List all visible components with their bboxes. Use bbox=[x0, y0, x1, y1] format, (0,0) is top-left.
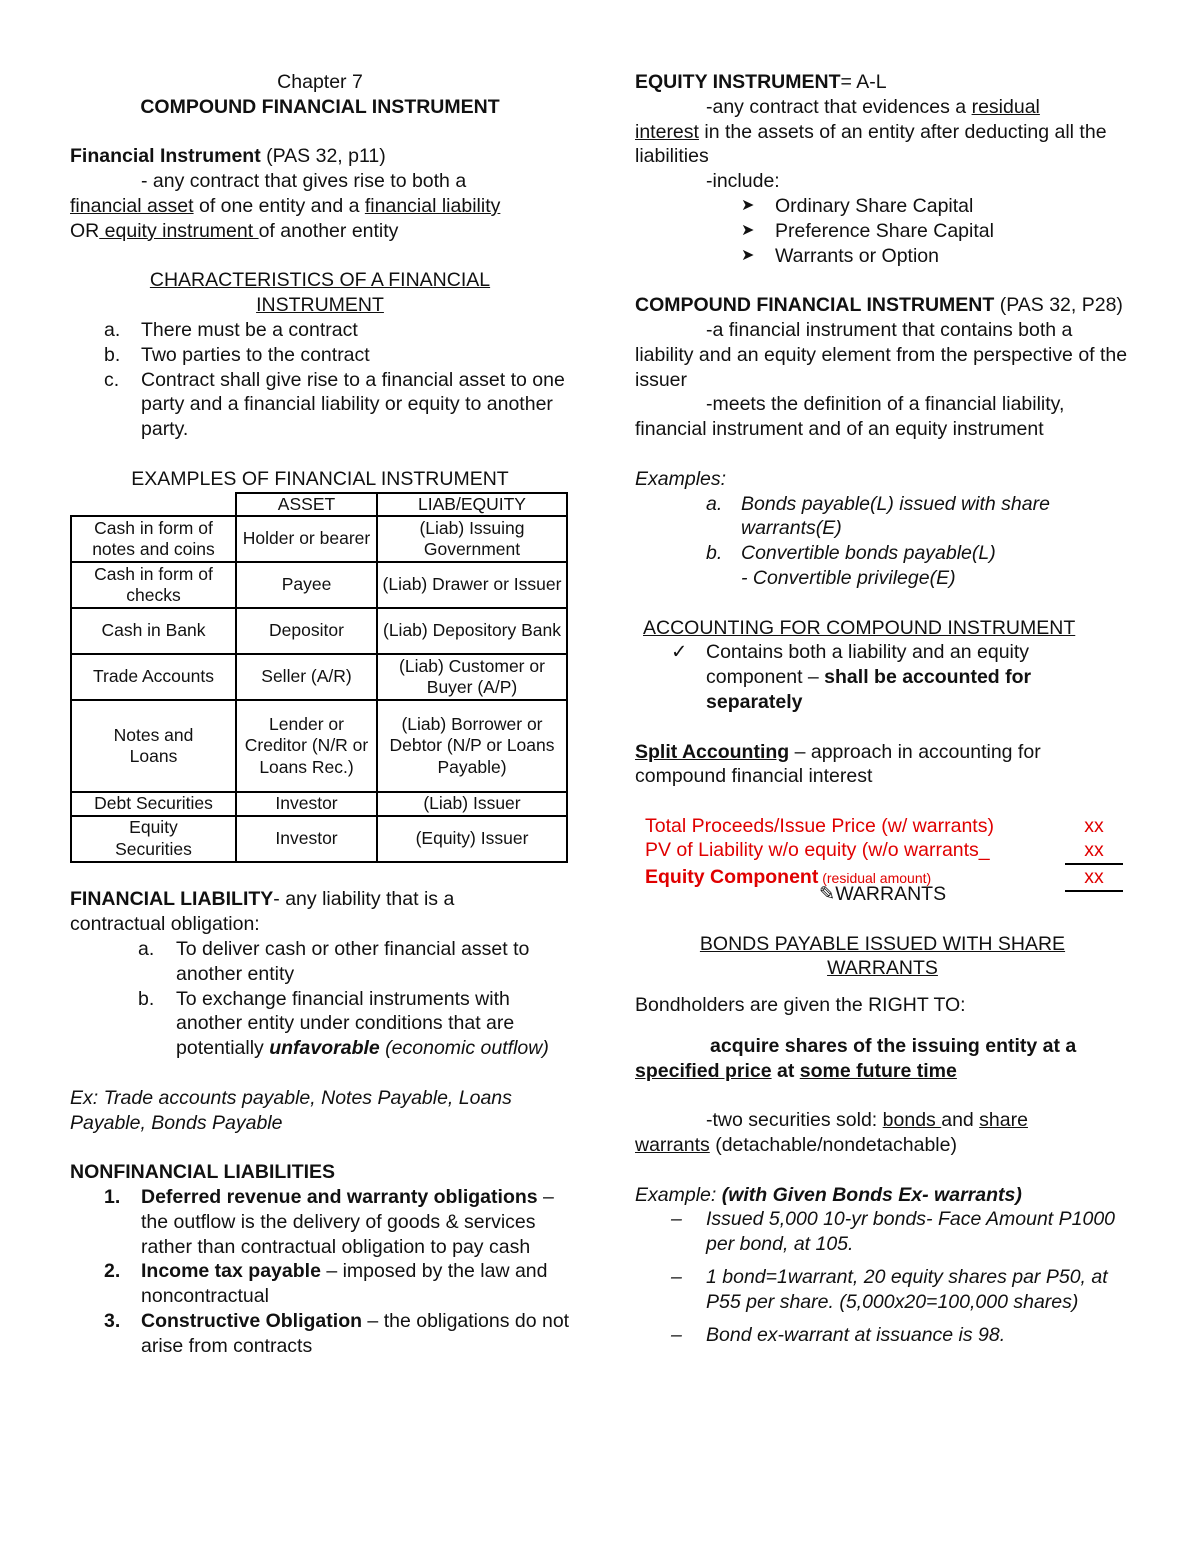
list-text: Bond ex-warrant at issuance is 98. bbox=[706, 1323, 1006, 1346]
list-item bbox=[70, 937, 570, 987]
calc-amount: xx bbox=[1065, 865, 1123, 892]
table-cell: Equity Securities bbox=[71, 816, 236, 862]
list-text: – imposed by the law and noncontractual bbox=[141, 1260, 548, 1308]
list-item bbox=[635, 1323, 1130, 1348]
list-term: Income tax payable bbox=[141, 1260, 321, 1283]
compound-ref: (PAS 32, P28) bbox=[994, 294, 1123, 317]
examples-table-heading: EXAMPLES OF FINANCIAL INSTRUMENT bbox=[131, 467, 509, 490]
equity-component-note: (residual amount) bbox=[818, 869, 932, 886]
table-cell: Investor bbox=[236, 792, 377, 816]
dash-marker: – bbox=[671, 1266, 682, 1289]
accounting-heading: ACCOUNTING FOR COMPOUND INSTRUMENT bbox=[643, 616, 1076, 639]
equity-include: -include: bbox=[706, 170, 780, 193]
list-marker: a. bbox=[706, 492, 723, 515]
nonfinancial-heading: NONFINANCIAL LIABILITIES bbox=[70, 1161, 336, 1184]
split-accounting bbox=[635, 740, 1130, 790]
list-text: Ordinary Share Capital bbox=[775, 194, 974, 217]
example2-list bbox=[635, 1207, 1130, 1347]
calc-amount: xx bbox=[1065, 838, 1123, 865]
fi-def-line3 bbox=[70, 219, 570, 244]
accounting-list bbox=[635, 640, 1130, 714]
unfavorable-term: unfavorable bbox=[269, 1037, 380, 1060]
table-cell: (Liab) Issuing Government bbox=[377, 516, 567, 562]
table-cell: Cash in form of notes and coins bbox=[71, 516, 236, 562]
table-cell: Depositor bbox=[236, 608, 377, 654]
list-item bbox=[70, 318, 570, 343]
list-text: Convertible bonds payable(L) bbox=[741, 542, 996, 565]
calc-label: Total Proceeds/Issue Price (w/ warrants) bbox=[645, 814, 994, 837]
right-column bbox=[635, 70, 1130, 1355]
two-sec-pre: -two securities sold: bbox=[706, 1109, 883, 1132]
list-text: Issued 5,000 10-yr bonds- Face Amount P1000 per bond, at 105. bbox=[706, 1208, 1116, 1256]
list-item bbox=[635, 640, 1130, 714]
table-header-liab: LIAB/EQUITY bbox=[377, 493, 567, 517]
equity-formula: = A-L bbox=[840, 71, 887, 93]
equity-def-text: -any contract that evidences a bbox=[706, 95, 972, 118]
list-text: Two parties to the contract bbox=[141, 343, 370, 366]
list-text: There must be a contract bbox=[141, 318, 358, 341]
table-row bbox=[71, 816, 567, 862]
list-item bbox=[70, 987, 570, 1061]
table-row bbox=[71, 516, 567, 562]
calc-label bbox=[645, 865, 931, 891]
examples-sub: - Convertible privilege(E) bbox=[741, 566, 956, 589]
arrow-bullet-icon: ➤ bbox=[741, 196, 755, 214]
list-text: Warrants or Option bbox=[775, 244, 939, 267]
list-text: Bonds payable(L) issued with share warrants(E) bbox=[741, 492, 1050, 540]
equity-def-line2 bbox=[635, 120, 1130, 170]
compound-term: COMPOUND FINANCIAL INSTRUMENT bbox=[635, 294, 995, 317]
table-cell: Trade Accounts bbox=[71, 654, 236, 700]
right-to: Bondholders are given the RIGHT TO: bbox=[635, 994, 966, 1017]
equity-instrument-term: equity instrument bbox=[99, 219, 259, 242]
table-cell: Investor bbox=[236, 816, 377, 862]
table-cell: Holder or bearer bbox=[236, 516, 377, 562]
table-row bbox=[71, 700, 567, 792]
warrants-text: WARRANTS bbox=[835, 882, 947, 905]
table-cell: (Liab) Depository Bank bbox=[377, 608, 567, 654]
compound-def2: -meets the definition of a financial liability, financial instrument and of an equity instrument bbox=[635, 393, 1065, 441]
future-time: some future time bbox=[799, 1059, 957, 1082]
table-row bbox=[71, 654, 567, 700]
interest-term: interest bbox=[635, 120, 699, 143]
list-item bbox=[635, 1265, 1130, 1315]
list-text: – the obligations do not arise from contracts bbox=[141, 1309, 570, 1357]
list-term: Deferred revenue and warranty obligations bbox=[141, 1185, 538, 1208]
split-term: Split Accounting bbox=[635, 740, 790, 763]
and-text: and bbox=[941, 1109, 980, 1132]
financial-asset-term: financial asset bbox=[70, 194, 194, 217]
equity-def-rest: in the assets of an entity after deducting all the liabilities bbox=[635, 120, 1107, 168]
example2-heading bbox=[635, 1183, 1130, 1208]
list-text: Contains both a liability and an equity component – bbox=[706, 641, 1030, 689]
list-marker: 1. bbox=[104, 1185, 121, 1208]
share-term: share bbox=[979, 1109, 1028, 1132]
list-text: To deliver cash or other financial asset to another entity bbox=[176, 937, 530, 985]
fi-definition-heading bbox=[70, 144, 570, 169]
table-cell: (Liab) Borrower or Debtor (N/P or Loans Payable) bbox=[377, 700, 567, 792]
characteristics-list bbox=[70, 318, 570, 442]
fi-def-line2 bbox=[70, 194, 570, 219]
financial-liability-term: financial liability bbox=[364, 194, 501, 217]
table-row bbox=[71, 562, 567, 608]
list-marker: b. bbox=[138, 987, 155, 1010]
equity-term: EQUITY INSTRUMENT bbox=[635, 71, 841, 93]
fi-def-or: OR bbox=[70, 219, 100, 242]
examples-table bbox=[70, 492, 568, 863]
calc-label: PV of Liability w/o equity (w/o warrants_ bbox=[645, 838, 990, 861]
fl-example: Ex: Trade accounts payable, Notes Payable, Loans Payable, Bonds Payable bbox=[70, 1086, 512, 1134]
list-marker: 2. bbox=[104, 1260, 121, 1283]
bonds-term: bonds bbox=[882, 1109, 942, 1132]
table-cell: Lender or Creditor (N/R or Loans Rec.) bbox=[236, 700, 377, 792]
characteristics-heading: CHARACTERISTICS OF A FINANCIAL INSTRUMENT bbox=[149, 269, 491, 317]
equity-heading bbox=[635, 70, 1130, 95]
table-cell: Debt Securities bbox=[71, 792, 236, 816]
table-cell: Cash in form of checks bbox=[71, 562, 236, 608]
fl-term: FINANCIAL LIABILITY bbox=[70, 888, 274, 911]
list-marker: 3. bbox=[104, 1309, 121, 1332]
examples-heading: Examples: bbox=[635, 467, 727, 490]
list-bold-text: shall be accounted for separately bbox=[706, 666, 1032, 713]
unfavorable-tail: (economic outflow) bbox=[379, 1037, 549, 1060]
table-cell: Notes and Loans bbox=[71, 700, 236, 792]
fl-list bbox=[70, 937, 570, 1061]
equity-def-line1 bbox=[635, 95, 1130, 120]
table-header-blank bbox=[71, 493, 236, 517]
fi-term: Financial Instrument bbox=[70, 145, 261, 168]
list-item bbox=[635, 541, 1130, 566]
list-marker: c. bbox=[104, 368, 120, 391]
equity-include-list bbox=[635, 194, 1130, 268]
list-text: – the outflow is the delivery of goods & services rather than contractual obligation to pay cash bbox=[141, 1185, 554, 1258]
fl-def: - any liability that is a contractual obligation: bbox=[70, 888, 455, 936]
list-item bbox=[635, 219, 1130, 244]
list-marker: a. bbox=[138, 937, 155, 960]
table-cell: (Liab) Issuer bbox=[377, 792, 567, 816]
split-calculation bbox=[645, 814, 1130, 890]
table-cell: (Liab) Drawer or Issuer bbox=[377, 562, 567, 608]
table-cell: (Liab) Customer or Buyer (A/P) bbox=[377, 654, 567, 700]
checkmark-icon: ✓ bbox=[671, 641, 688, 664]
table-cell: (Equity) Issuer bbox=[377, 816, 567, 862]
table-header-asset: ASSET bbox=[236, 493, 377, 517]
calc-amount: xx bbox=[1084, 814, 1104, 837]
list-marker: b. bbox=[104, 343, 121, 366]
table-header-row bbox=[71, 493, 567, 517]
two-securities-line2 bbox=[635, 1133, 1130, 1158]
compound-def1: -a financial instrument that contains both a liability and an equity element from the perspective of the issuer bbox=[635, 318, 1128, 391]
table-row bbox=[71, 608, 567, 654]
list-text: Contract shall give rise to a financial asset to one party and a financial liability or equity to another party. bbox=[141, 368, 565, 441]
dash-marker: – bbox=[671, 1323, 682, 1346]
fi-ref: (PAS 32, p11) bbox=[260, 145, 386, 168]
acquire-text: acquire shares of the issuing entity at a bbox=[710, 1034, 1077, 1057]
warrants-term: warrants bbox=[635, 1134, 710, 1157]
nonfinancial-list bbox=[70, 1185, 570, 1359]
two-securities-line1 bbox=[635, 1108, 1130, 1133]
specified-price: specified price bbox=[635, 1059, 772, 1082]
list-item bbox=[635, 194, 1130, 219]
table-cell: Seller (A/R) bbox=[236, 654, 377, 700]
list-text: To exchange financial instruments with another entity under conditions that are potentially bbox=[176, 987, 515, 1060]
fi-def-end: of another entity bbox=[258, 219, 399, 242]
list-item bbox=[635, 1207, 1130, 1257]
list-item bbox=[70, 343, 570, 368]
examples-list bbox=[635, 492, 1130, 566]
residual-term: residual bbox=[971, 95, 1040, 118]
financial-liability-def bbox=[70, 887, 570, 937]
table-row bbox=[71, 792, 567, 816]
table-cell: Cash in Bank bbox=[71, 608, 236, 654]
tag-icon: ✎ bbox=[818, 882, 836, 905]
at-text: at bbox=[771, 1059, 800, 1082]
two-sec-tail: (detachable/nondetachable) bbox=[709, 1134, 957, 1157]
bonds-heading: BONDS PAYABLE ISSUED WITH SHARE WARRANTS bbox=[699, 932, 1066, 980]
equity-component-term: Equity Component bbox=[645, 865, 819, 888]
list-item bbox=[70, 1185, 570, 1259]
fi-def-mid: of one entity and a bbox=[193, 194, 365, 217]
arrow-bullet-icon: ➤ bbox=[741, 246, 755, 264]
split-def: – approach in accounting for compound financial interest bbox=[635, 740, 1041, 788]
table-cell: Payee bbox=[236, 562, 377, 608]
list-term: Constructive Obligation bbox=[141, 1309, 363, 1332]
left-column bbox=[70, 70, 570, 1358]
list-item bbox=[635, 492, 1130, 542]
compound-heading bbox=[635, 293, 1130, 318]
example2-label: Example: bbox=[635, 1183, 722, 1206]
list-item bbox=[70, 1259, 570, 1309]
chapter-label: Chapter 7 bbox=[277, 71, 363, 93]
list-text: 1 bond=1warrant, 20 equity shares par P50, at P55 per share. (5,000x20=100,000 shares) bbox=[706, 1266, 1108, 1313]
acquire-text-line2 bbox=[635, 1059, 1130, 1084]
fi-def-line1: - any contract that gives rise to both a bbox=[141, 170, 467, 193]
dash-marker: – bbox=[671, 1208, 682, 1231]
list-item bbox=[70, 1309, 570, 1359]
list-marker: b. bbox=[706, 542, 723, 565]
list-item bbox=[635, 244, 1130, 269]
list-marker: a. bbox=[104, 318, 121, 341]
arrow-bullet-icon: ➤ bbox=[741, 221, 755, 239]
example2-bold: (with Given Bonds Ex- warrants) bbox=[721, 1183, 1022, 1206]
list-item bbox=[70, 368, 570, 442]
list-text: Preference Share Capital bbox=[775, 219, 994, 242]
document-title: COMPOUND FINANCIAL INSTRUMENT bbox=[140, 95, 500, 118]
